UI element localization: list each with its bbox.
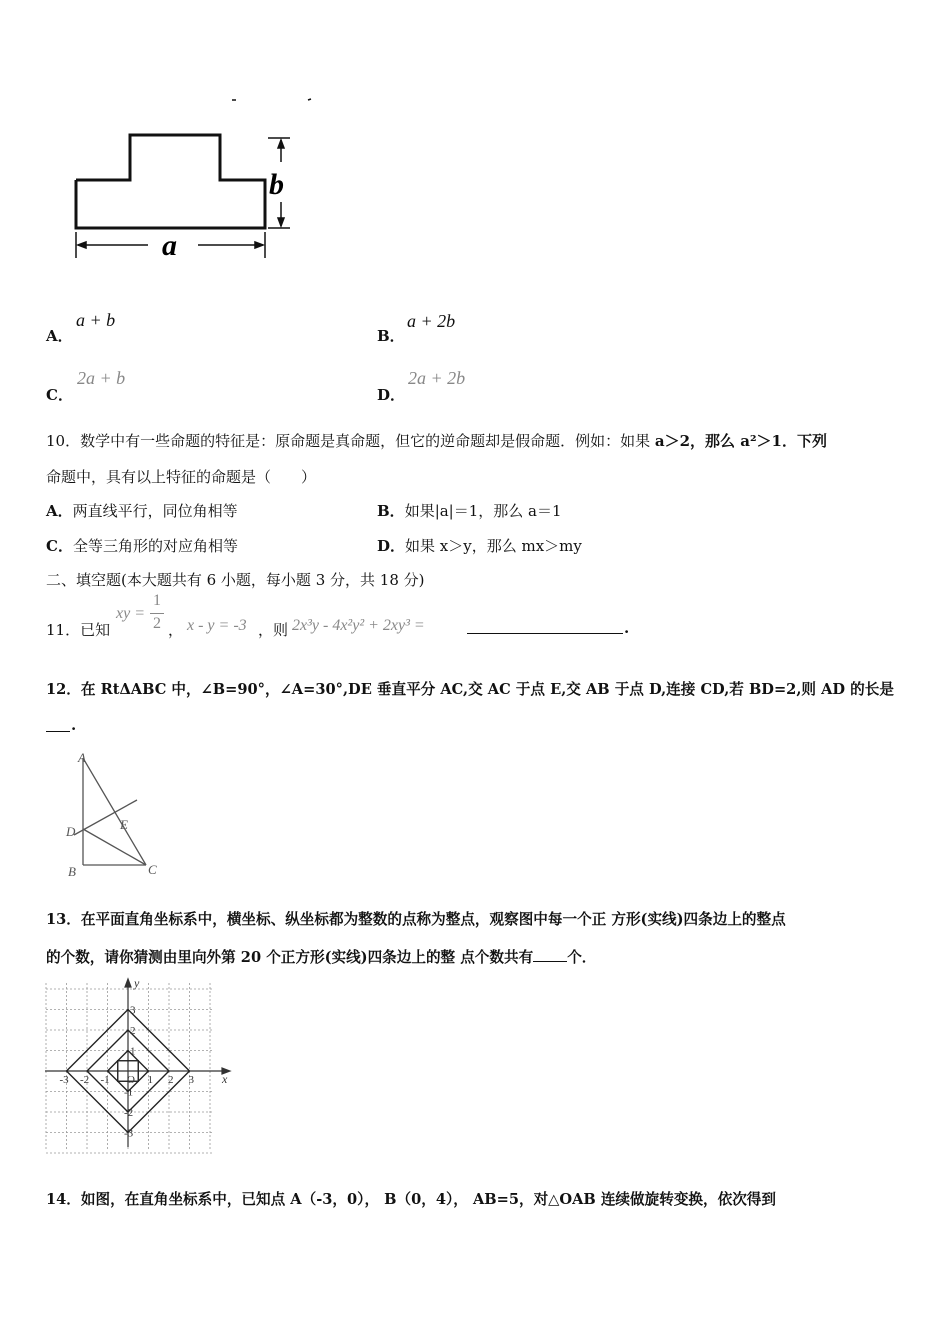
label-D: D: [66, 824, 76, 839]
q9-option-c-expr: 2a + b: [77, 368, 126, 388]
q10-example-condition: a＞2，那么 a²＞1．下列: [654, 432, 827, 450]
y-tick-label: -2: [124, 1107, 134, 1119]
q11-separator: ，: [168, 621, 184, 639]
q13-stem-line2: [46, 946, 596, 967]
x-tick-label: 3: [188, 1074, 194, 1086]
q10-stem-line2: 命题中，具有以上特征的命题是（ ）: [46, 468, 317, 486]
q12-end: .: [71, 716, 77, 734]
q9-option-b-letter: B．: [377, 327, 405, 345]
q10-option-d: [377, 535, 582, 556]
q10-option-b-letter: B．: [377, 502, 405, 520]
y-tick-label: -3: [124, 1127, 134, 1140]
x-tick-label: -2: [80, 1074, 90, 1086]
q9-option-a-letter: A．: [46, 327, 73, 345]
q10-stem-text: 10．数学中有一些命题的特征是：原命题是真命题，但它的逆命题却是假命题．例如：如果: [46, 432, 651, 450]
q11-fraction-denominator: 2: [153, 615, 161, 632]
x-tick-label: -1: [100, 1074, 110, 1086]
step-shape-outline: [76, 135, 265, 228]
q9-option-d-expr: 2a + 2b: [408, 368, 466, 388]
segment-cd: [83, 829, 146, 865]
q9-option-a-expr: a + b: [76, 310, 116, 330]
q10-option-c: [46, 535, 238, 556]
q10-option-d-letter: D．: [377, 537, 406, 555]
q12-answer-blank[interactable]: [46, 717, 70, 732]
q10-option-a-text: 两直线平行，同位角相等: [72, 502, 238, 520]
q11-then: ，则: [258, 621, 289, 639]
q11-cond1-lhs: xy =: [116, 605, 145, 622]
x-tick-label: 2: [168, 1074, 174, 1086]
q11-fraction-bar: [150, 613, 164, 614]
y-tick-label: 1: [130, 1045, 136, 1058]
axes: [45, 979, 230, 1147]
q10-stem-line1: [46, 430, 827, 451]
y-tick-label: 3: [130, 1004, 136, 1017]
label-E: E: [120, 817, 128, 832]
q13-stem-line1: 13．在平面直角坐标系中，横坐标、纵坐标都为整数的点称为整点，观察图中每一个正 方形(实线)四条边上的整点: [46, 911, 786, 928]
q10-option-c-letter: C．: [46, 537, 73, 555]
q13-answer-blank[interactable]: [533, 947, 567, 962]
label-A: A: [78, 750, 86, 765]
q11-end: .: [624, 619, 630, 637]
q9-option-c-letter: C．: [46, 386, 73, 404]
q10-option-b-text: 如果|a|＝1，那么 a＝1: [404, 502, 562, 520]
axis-label-y: y: [134, 976, 140, 990]
q11-prefix: 11．已知: [46, 621, 111, 639]
q9-option-b-expr: a + 2b: [407, 311, 456, 331]
side-ac: [83, 758, 146, 865]
q11-fraction-numerator: 1: [153, 592, 161, 609]
label-C: C: [148, 862, 157, 877]
label-B: B: [68, 864, 76, 879]
axis-label-x: x: [222, 1072, 228, 1086]
y-tick-label: 2: [130, 1025, 136, 1037]
q13-coordinate-figure: [40, 975, 240, 1155]
section-2-heading: 二、填空题(本大题共有 6 小题，每小题 3 分，共 18 分): [46, 571, 425, 589]
q11-expression: 2x³y - 4x²y² + 2xy³ =: [292, 617, 425, 634]
x-tick-label: -3: [59, 1074, 69, 1086]
q9-step-figure: [60, 90, 330, 270]
q13-stem-line2-text: 的个数，请你猜测由里向外第 20 个正方形(实线)四条边上的整 点个数共有: [46, 949, 534, 966]
q10-option-b: [377, 500, 562, 521]
y-tick-label: -1: [124, 1086, 134, 1099]
q10-option-a-letter: A．: [46, 502, 73, 520]
label-b: b: [269, 168, 284, 201]
q10-option-a: [46, 500, 238, 521]
q10-option-d-text: 如果 x＞y，那么 mx＞my: [405, 537, 582, 555]
x-tick-label: 1: [147, 1074, 153, 1086]
q13-end: 个．: [567, 949, 597, 966]
label-a: a: [162, 229, 177, 262]
q12-triangle-figure: [60, 745, 170, 880]
q11-cond2: x - y = -3: [187, 617, 247, 634]
q11-answer-blank[interactable]: [467, 619, 623, 634]
q12-stem: 12．在 RtΔABC 中，∠B=90°，∠A=30°,DE 垂直平分 AC,交 AC 于点 E,交 AB 于点 D,连接 CD,若 BD=2,则 AD 的长是: [46, 681, 894, 698]
x-tick-label: O: [127, 1074, 135, 1086]
q10-option-c-text: 全等三角形的对应角相等: [72, 537, 238, 555]
q9-option-d-letter: D．: [377, 386, 406, 404]
q14-stem: 14．如图，在直角坐标系中，已知点 A（-3，0）， B（0，4）， AB=5，对△OAB 连续做旋转变换，依次得到: [46, 1191, 776, 1208]
